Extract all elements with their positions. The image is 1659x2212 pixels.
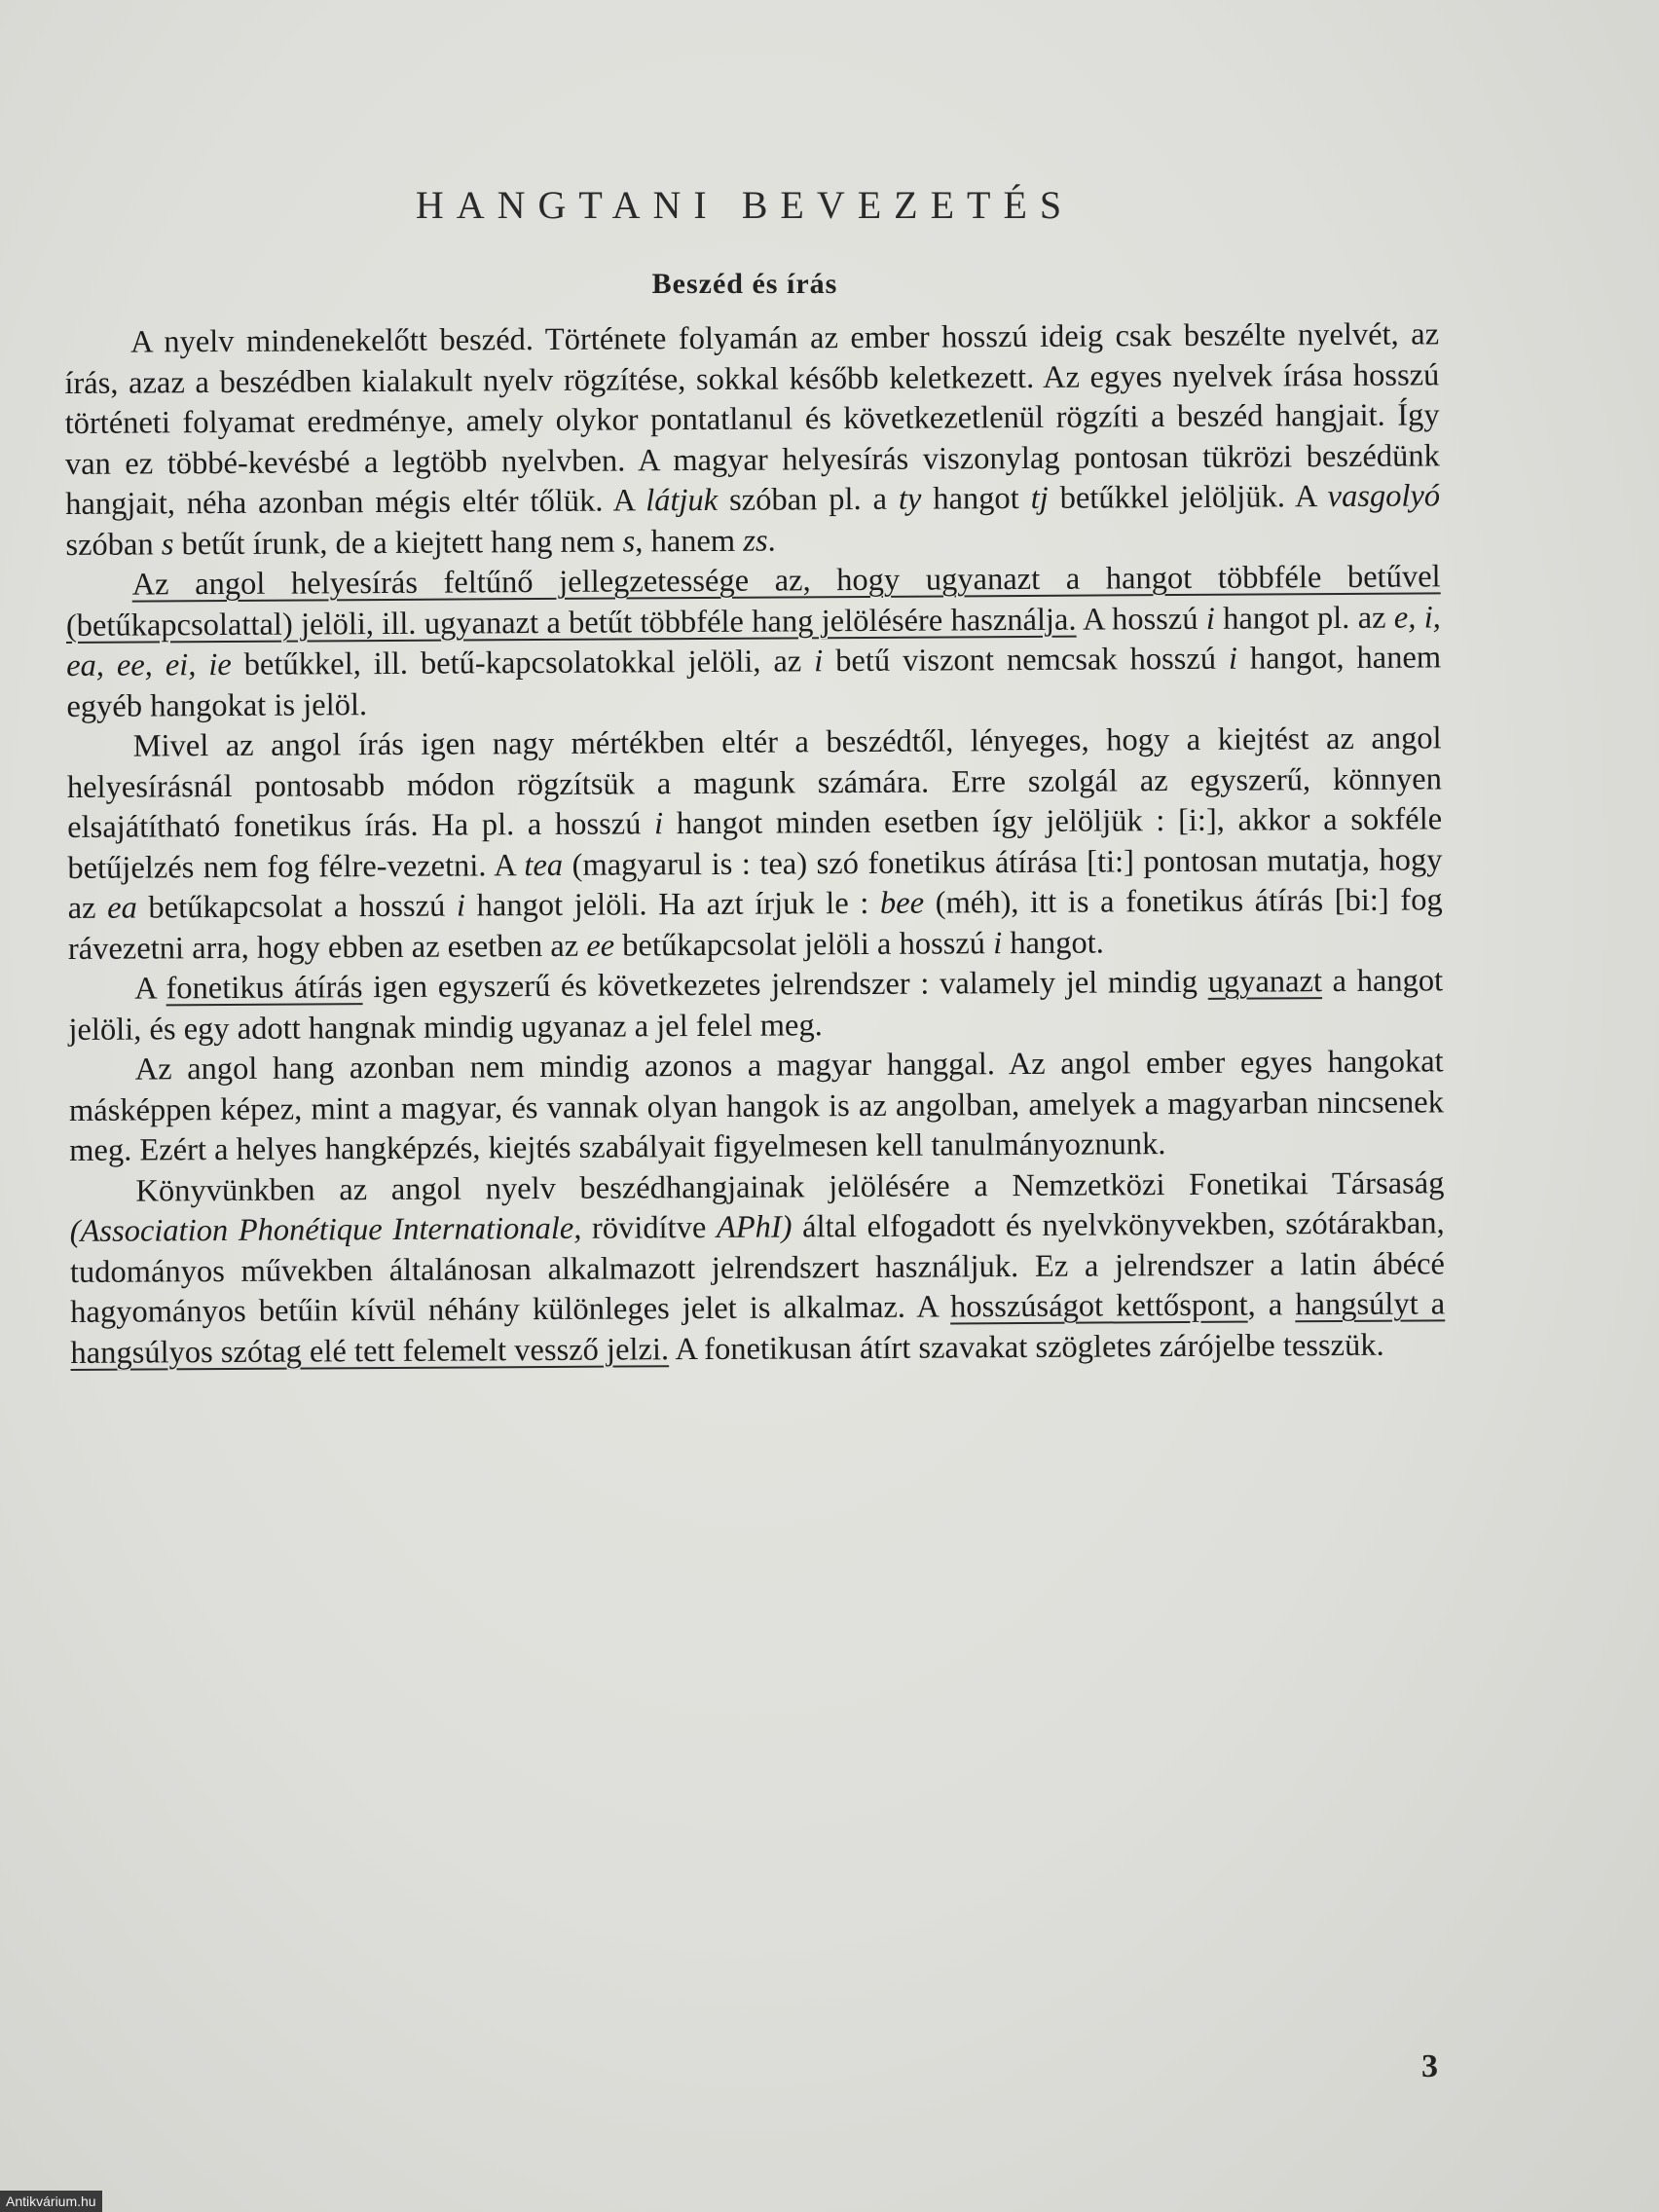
- text-run: betűkkel jelöljük. A: [1048, 479, 1328, 516]
- page-number: 3: [1421, 2048, 1438, 2084]
- italic-term: i: [653, 806, 664, 842]
- text-run: betű viszont nemcsak hosszú: [823, 641, 1230, 680]
- text-run: A: [134, 971, 166, 1007]
- text-run: A nyelv mindenekelőtt beszéd. Története folyamán az ember hosszú ideig csak beszélte nyelvét, az írás, azaz a beszédben kialakult nyelv rögzítése, sokkal később keletkezett. Az egyes nyelvek írása hosszú történeti folyamat eredménye, amely olykor pontatlanul és következetlenül rögzíti a beszéd hangjait. Így van ez többé-kevésbé a legtöbb nyelvben. A magyar helyesírás viszonylag pontosan tükrözi beszédünk hangjait, néha azonban mégis eltér tőlük. A: [64, 316, 1440, 522]
- section-title: Beszéd és írás: [651, 267, 838, 300]
- paragraph-2: [66, 557, 1442, 727]
- paragraph-6: [69, 1163, 1445, 1374]
- underlined-passage: Az angol helyesírás feltűnő jellegzetessége az, hogy ugyanazt a hangot többféle betűvel (betűkapcsolattal) jelöli, ill. ugyanazt a betűt többféle hang jelölésére használja.: [65, 559, 1441, 644]
- paragraph-1: [64, 314, 1440, 566]
- text-run: a hangot jelöli, és egy adott hangnak mindig ugyanaz a jel felel meg.: [68, 963, 1444, 1048]
- text-run: által elfogadott és nyelvkönyvekben, szótárakban, tudományos művekben általánosan alkalmazott jelrendszert használjuk. Ez a jelrendszer a latin ábécé hagyományos betűin kívül néhány különleges jelet is alkalmaz. A: [69, 1205, 1446, 1330]
- text-run: betűkapcsolat a hosszú: [136, 888, 458, 926]
- italic-term: i: [993, 925, 1003, 961]
- italic-term: ea: [107, 890, 137, 926]
- text-run: hangot: [921, 480, 1031, 517]
- text-run: hangot jelöli. Ha azt írjuk le :: [464, 885, 881, 924]
- text-run: Könyvünkben az angol nyelv beszédhangjainak jelölésére a Nemzetközi Fonetikai Társaság: [135, 1164, 1445, 1209]
- text-run: betűkkel, ill. betű-kapcsolatokkal jelöli, az: [231, 644, 815, 682]
- italic-term: i: [1228, 641, 1238, 677]
- chapter-title: HANGTANI BEVEZETÉS: [415, 182, 1075, 227]
- italic-term: s: [622, 523, 636, 559]
- italic-term: ty: [898, 481, 922, 517]
- text-run: .: [767, 523, 776, 559]
- italic-term: APhI): [716, 1209, 793, 1245]
- underlined-passage: fonetikus átírás: [166, 970, 363, 1007]
- text-run: hangot minden esetben így jelöljük : [i:], akkor a sokféle betűjelzés nem fog félre-vezetni. A: [67, 801, 1443, 886]
- text-run: Mivel az angol írás igen nagy mértékben eltér a beszédtől, lényeges, hogy a kiejtést az angol helyesírásnál pontosabb módon rögzítsük a magunk számára. Erre szolgál az egyszerű, könnyen elsajátítható fonetikus írás. Ha pl. a hosszú: [66, 720, 1442, 845]
- italic-term: i: [1205, 601, 1215, 637]
- italic-term: tea: [524, 847, 564, 883]
- underlined-passage: ugyanazt: [1207, 964, 1323, 1000]
- body-text: [64, 314, 1446, 1374]
- text-run: betűkapcsolat jelöli a hosszú: [614, 925, 994, 964]
- text-run: szóban pl. a: [718, 481, 900, 518]
- italic-term: i: [814, 644, 824, 680]
- text-run: rövidítve: [581, 1209, 718, 1246]
- paragraph-5: [69, 1042, 1445, 1171]
- italic-term: látjuk: [645, 482, 719, 519]
- text-run: , a: [1247, 1287, 1296, 1323]
- italic-term: vasgolyó: [1327, 478, 1441, 515]
- text-run: szóban: [65, 526, 162, 563]
- text-run: A hosszú: [1076, 601, 1206, 638]
- italic-term: i: [456, 888, 466, 924]
- paragraph-3: [67, 719, 1443, 970]
- text-run: Az angol hang azonban nem mindig azonos a magyar hanggal. Az angol ember egyes hangokat másképpen képez, mint a magyar, és vannak olyan hangok is az angolban, amelyek a magyarban nincsenek meg. Ezért a helyes hangképzés, kiejtés szabályait figyelmesen kell tanulmányoznunk.: [68, 1044, 1445, 1168]
- text-run: hangot, hanem egyéb hangokat is jelöl.: [66, 640, 1442, 724]
- text-run: hangot pl. az: [1214, 600, 1394, 637]
- underlined-passage: hangsúlyt a hangsúlyos szótag elé tett felemelt vessző jelzi.: [70, 1286, 1446, 1371]
- italic-term: tj: [1030, 480, 1049, 516]
- text-run: (méh), itt is a fonetikus átírás [bi:] fog rávezetni arra, hogy ebben az esetben az: [67, 882, 1443, 967]
- text-run: hangot.: [1002, 924, 1104, 961]
- italic-term: zs: [743, 523, 768, 559]
- underlined-passage: hosszúságot kettőspont: [949, 1287, 1248, 1325]
- italic-term: s: [161, 526, 174, 562]
- italic-term: bee: [879, 885, 925, 921]
- text-run: igen egyszerű és következetes jelrendszer : valamely jel mindig: [362, 964, 1208, 1006]
- paragraph-4: [68, 961, 1443, 1051]
- text-run: , hanem: [635, 523, 744, 559]
- text-run: A fonetikusan átírt szavakat szögletes zárójelbe tesszük.: [668, 1327, 1384, 1367]
- text-run: betűt írunk, de a kiejtett hang nem: [173, 524, 623, 562]
- italic-term: (Association Phonétique Internationale,: [69, 1210, 582, 1249]
- italic-term: ee: [586, 928, 615, 964]
- text-run: (magyarul is : tea) szó fonetikus átírása [ti:] pontosan mutatja, hogy az: [67, 841, 1443, 926]
- italic-term: e, i, ea, ee, ei, ie: [66, 599, 1441, 683]
- watermark-label: Antikvárium.hu: [0, 2191, 102, 2212]
